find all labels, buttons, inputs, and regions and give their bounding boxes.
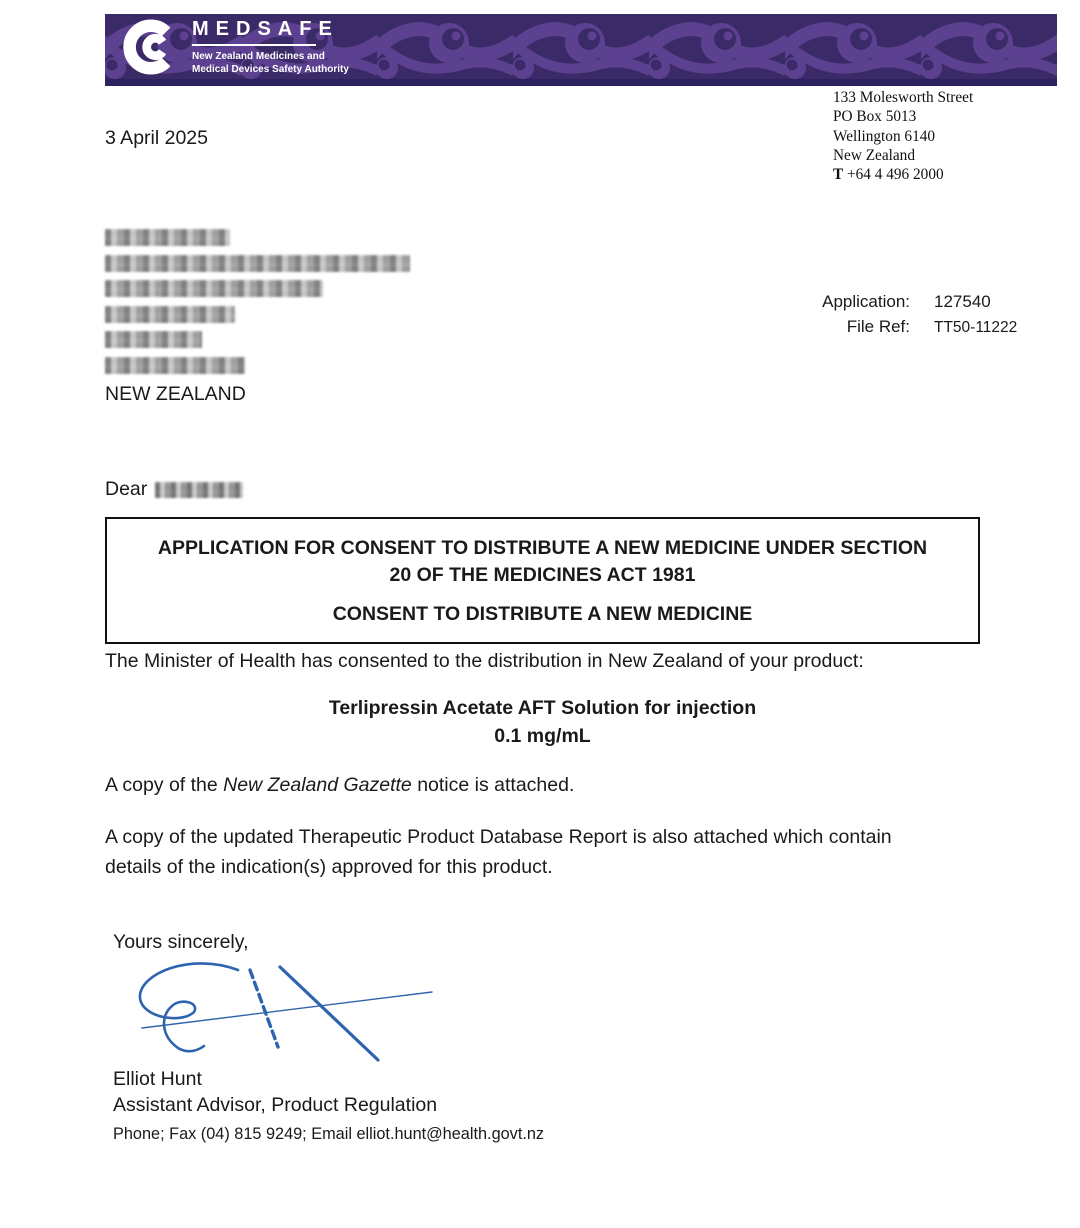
- recipient-country: NEW ZEALAND: [105, 382, 246, 405]
- product-strength: 0.1 mg/mL: [494, 724, 591, 747]
- product-block: [105, 695, 980, 750]
- signatory-block: [113, 1066, 544, 1147]
- product-name: Terlipressin Acetate AFT Solution for injection: [328, 697, 757, 719]
- handwritten-signature: [128, 952, 448, 1070]
- salutation-greeting: Dear: [105, 478, 148, 500]
- subject-heading-line1: APPLICATION FOR CONSENT TO DISTRIBUTE A NEW MEDICINE UNDER SECTION: [157, 537, 928, 559]
- file-ref-label: File Ref:: [846, 317, 910, 336]
- letter-date: 3 April 2025: [105, 127, 208, 149]
- sender-address-line: New Zealand: [833, 146, 915, 164]
- redacted-line: [105, 280, 323, 297]
- signatory-title: Assistant Advisor, Product Regulation: [113, 1094, 438, 1116]
- phone-label: T: [833, 166, 844, 184]
- logo-subtitle-line1: New Zealand Medicines and: [192, 50, 325, 62]
- logo-subtitle-line2: Medical Devices Safety Authority: [192, 63, 349, 75]
- signatory-contact-line: Phone; Fax (04) 815 9249; Email elliot.hunt@health.govt.nz: [113, 1125, 545, 1143]
- consent-sentence: The Minister of Health has consented to the distribution in New Zealand of your product:: [105, 650, 864, 672]
- sender-address-line: Wellington 6140: [833, 127, 936, 145]
- sender-address-line: PO Box 5013: [833, 108, 917, 126]
- redacted-line: [105, 255, 410, 272]
- redacted-line: [105, 331, 202, 348]
- gazette-sentence: [105, 774, 574, 797]
- medsafe-letterhead-banner: [105, 14, 1057, 86]
- subject-box: [105, 517, 980, 644]
- reference-block: [820, 292, 1017, 342]
- sender-phone-line: [833, 165, 973, 184]
- valediction: Yours sincerely,: [113, 931, 249, 953]
- logo-title: MEDSAFE: [192, 17, 339, 40]
- logo-divider: [192, 44, 316, 46]
- signatory-name: Elliot Hunt: [113, 1068, 202, 1090]
- gazette-title: New Zealand Gazette: [223, 774, 412, 796]
- attachment-paragraph: A copy of the updated Therapeutic Product Database Report is also attached which contain details of the indication(s) approved for this product.: [105, 826, 892, 878]
- redacted-line: [105, 306, 235, 323]
- application-row: [820, 292, 1017, 312]
- banner-bottom-strip: [105, 79, 1057, 86]
- redacted-line: [105, 357, 245, 374]
- redacted-name: [155, 482, 243, 498]
- subject-heading-line2: 20 OF THE MEDICINES ACT 1981: [389, 564, 696, 586]
- sender-address-line: 133 Molesworth Street: [833, 89, 974, 106]
- logo-text-block: [192, 19, 349, 76]
- application-label: Application:: [822, 292, 910, 311]
- salutation: [105, 478, 243, 501]
- gazette-prefix: A copy of the: [105, 774, 224, 796]
- file-ref-value: TT50-11222: [934, 319, 1018, 336]
- file-ref-row: [820, 317, 1017, 337]
- gazette-suffix: notice is attached.: [411, 774, 575, 796]
- sender-address: [833, 88, 973, 184]
- subject-heading-line3: CONSENT TO DISTRIBUTE A NEW MEDICINE: [332, 603, 753, 625]
- application-value: 127540: [934, 292, 991, 311]
- medsafe-logo: [121, 18, 349, 76]
- recipient-address: [105, 229, 410, 406]
- phone-number: +64 4 496 2000: [847, 166, 944, 184]
- medsafe-logo-icon: [121, 18, 179, 76]
- redacted-line: [105, 229, 230, 246]
